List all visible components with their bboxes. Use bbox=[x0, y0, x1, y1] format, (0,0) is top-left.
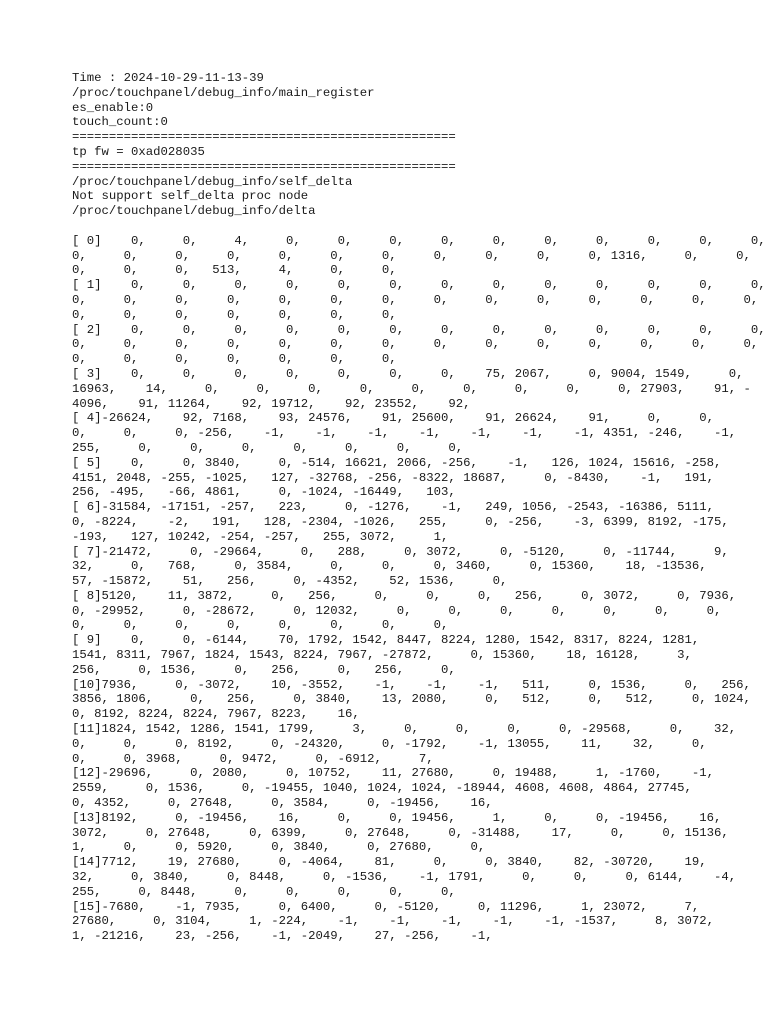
log-line: -193, 127, 10242, -254, -257, 255, 3072, 1, bbox=[72, 529, 449, 544]
log-line: ==================================================== bbox=[72, 159, 456, 174]
log-line: [12]-29696, 0, 2080, 0, 10752, 11, 27680, 0, 19488, 1, -1760, -1, bbox=[72, 766, 715, 781]
log-line: 0, 0, 0, -256, -1, -1, -1, -1, -1, -1, -1, 4351, -246, -1, bbox=[72, 426, 737, 441]
log-line: /proc/touchpanel/debug_info/self_delta bbox=[72, 174, 353, 189]
log-line: 255, 0, 0, 0, 0, 0, 0, 0, bbox=[72, 440, 464, 455]
log-line: 57, -15872, 51, 256, 0, -4352, 52, 1536, 0, bbox=[72, 574, 508, 589]
log-line: 32, 0, 3840, 0, 8448, 0, -1536, -1, 1791, 0, 0, 0, 6144, -4, bbox=[72, 870, 737, 885]
log-line: 0, -29952, 0, -28672, 0, 12032, 0, 0, 0, 0, 0, 0, 0, bbox=[72, 603, 722, 618]
log-line: /proc/touchpanel/debug_info/main_register bbox=[72, 85, 375, 100]
log-line: 0, 0, 0, 513, 4, 0, 0, bbox=[72, 263, 397, 278]
log-line: 0, 0, 0, 0, 0, 0, 0, bbox=[72, 307, 397, 322]
log-line: 0, 0, 3968, 0, 9472, 0, -6912, 7, bbox=[72, 751, 434, 766]
log-line: 16963, 14, 0, 0, 0, 0, 0, 0, 0, 0, 0, 27903, 91, - bbox=[72, 381, 751, 396]
log-text bbox=[72, 71, 766, 944]
log-line: 1, 0, 0, 5920, 0, 3840, 0, 27680, 0, bbox=[72, 840, 486, 855]
log-line: 0, 0, 0, 0, 0, 0, 0, 0, 0, 0, 0, 0, 0, 0, bbox=[72, 292, 759, 307]
log-line: es_enable:0 bbox=[72, 100, 154, 115]
log-line: 4151, 2048, -255, -1025, 127, -32768, -256, -8322, 18687, 0, -8430, -1, 191, bbox=[72, 470, 715, 485]
log-line: 0, 0, 0, 0, 0, 0, 0, bbox=[72, 352, 397, 367]
log-line: 0, -8224, -2, 191, 128, -2304, -1026, 255, 0, -256, -3, 6399, 8192, -175, bbox=[72, 514, 729, 529]
log-line: 0, 0, 0, 0, 0, 0, 0, 0, 0, 0, 0, 0, 0, 0, bbox=[72, 337, 759, 352]
log-line: 1, -21216, 23, -256, -1, -2049, 27, -256, -1, bbox=[72, 929, 493, 944]
log-line: Time : 2024-10-29-11-13-39 bbox=[72, 71, 264, 85]
log-line: [ 0] 0, 0, 4, 0, 0, 0, 0, 0, 0, 0, 0, 0, 0, bbox=[72, 233, 766, 248]
log-line: [15]-7680, -1, 7935, 0, 6400, 0, -5120, 0, 11296, 1, 23072, 7, bbox=[72, 899, 700, 914]
log-line: 2559, 0, 1536, 0, -19455, 1040, 1024, 1024, -18944, 4608, 4608, 4864, 27745, bbox=[72, 781, 692, 796]
log-line: 0, 0, 0, 0, 0, 0, 0, 0, bbox=[72, 618, 449, 633]
log-line: 0, 8192, 8224, 8224, 7967, 8223, 16, bbox=[72, 707, 360, 722]
log-line: 4096, 91, 11264, 92, 19712, 92, 23552, 92, bbox=[72, 396, 471, 411]
log-line: 3856, 1806, 0, 256, 0, 3840, 13, 2080, 0, 512, 0, 512, 0, 1024, bbox=[72, 692, 751, 707]
log-line: 27680, 0, 3104, 1, -224, -1, -1, -1, -1, -1, -1537, 8, 3072, bbox=[72, 914, 715, 929]
log-line: 32, 0, 768, 0, 3584, 0, 0, 0, 3460, 0, 15360, 18, -13536, bbox=[72, 559, 707, 574]
log-line: [ 9] 0, 0, -6144, 70, 1792, 1542, 8447, 8224, 1280, 1542, 8317, 8224, 1281, bbox=[72, 633, 700, 648]
log-line: [11]1824, 1542, 1286, 1541, 1799, 3, 0, 0, 0, 0, -29568, 0, 32, bbox=[72, 722, 737, 737]
log-line: /proc/touchpanel/debug_info/delta bbox=[72, 204, 316, 219]
log-line: tp fw = 0xad028035 bbox=[72, 144, 205, 159]
log-line bbox=[72, 219, 712, 234]
log-line: touch_count:0 bbox=[72, 115, 168, 130]
log-line: [14]7712, 19, 27680, 0, -4064, 81, 0, 0, 3840, 82, -30720, 19, bbox=[72, 855, 707, 870]
log-line: [10]7936, 0, -3072, 10, -3552, -1, -1, -1, 511, 0, 1536, 0, 256, bbox=[72, 677, 751, 692]
log-line: 1541, 8311, 7967, 1824, 1543, 8224, 7967, -27872, 0, 15360, 18, 16128, 3, bbox=[72, 648, 692, 663]
log-line: 0, 0, 0, 8192, 0, -24320, 0, -1792, -1, 13055, 11, 32, 0, bbox=[72, 736, 707, 751]
log-line: [ 5] 0, 0, 3840, 0, -514, 16621, 2066, -256, -1, 126, 1024, 15616, -258, bbox=[72, 455, 722, 470]
log-line: [ 8]5120, 11, 3872, 0, 256, 0, 0, 0, 256, 0, 3072, 0, 7936, bbox=[72, 588, 737, 603]
log-line: [ 1] 0, 0, 0, 0, 0, 0, 0, 0, 0, 0, 0, 0, 0, bbox=[72, 278, 766, 293]
log-line: 256, 0, 1536, 0, 256, 0, 256, 0, bbox=[72, 662, 456, 677]
log-line: [ 4]-26624, 92, 7168, 93, 24576, 91, 25600, 91, 26624, 91, 0, 0, bbox=[72, 411, 715, 426]
log-line: [13]8192, 0, -19456, 16, 0, 0, 19456, 1, 0, 0, -19456, 16, bbox=[72, 810, 722, 825]
log-line: 255, 0, 8448, 0, 0, 0, 0, 0, bbox=[72, 884, 456, 899]
log-line: 0, 4352, 0, 27648, 0, 3584, 0, -19456, 16, bbox=[72, 796, 493, 811]
log-line: [ 6]-31584, -17151, -257, 223, 0, -1276, -1, 249, 1056, -2543, -16386, 5111, bbox=[72, 500, 715, 515]
log-line: 0, 0, 0, 0, 0, 0, 0, 0, 0, 0, 0, 1316, 0, 0, bbox=[72, 248, 751, 263]
log-line: 3072, 0, 27648, 0, 6399, 0, 27648, 0, -31488, 17, 0, 0, 15136, bbox=[72, 825, 729, 840]
log-line: [ 7]-21472, 0, -29664, 0, 288, 0, 3072, 0, -5120, 0, -11744, 9, bbox=[72, 544, 729, 559]
log-line: [ 2] 0, 0, 0, 0, 0, 0, 0, 0, 0, 0, 0, 0, 0, bbox=[72, 322, 766, 337]
log-line: [ 3] 0, 0, 0, 0, 0, 0, 0, 75, 2067, 0, 9004, 1549, 0, bbox=[72, 366, 744, 381]
log-line: ==================================================== bbox=[72, 130, 456, 145]
log-line: 256, -495, -66, 4861, 0, -1024, -16449, 103, bbox=[72, 485, 456, 500]
log-line: Not support self_delta proc node bbox=[72, 189, 309, 204]
